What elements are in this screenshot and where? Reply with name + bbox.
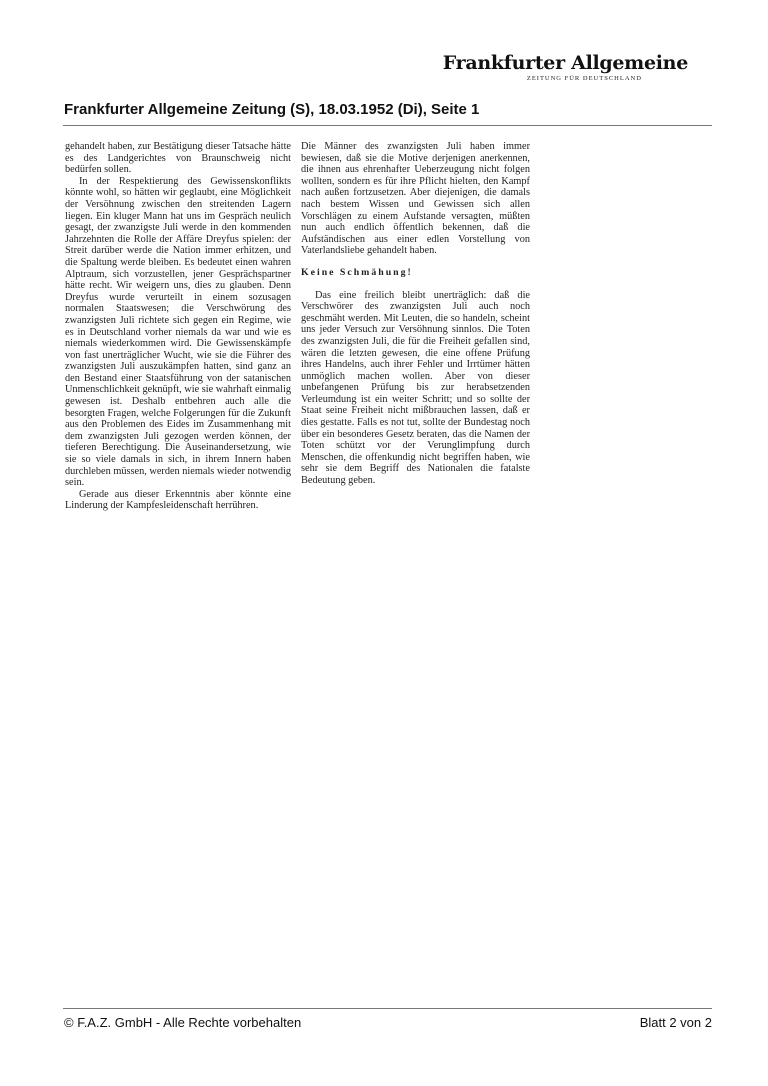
header-divider (63, 125, 712, 126)
page-indicator: Blatt 2 von 2 (639, 1015, 712, 1030)
article-paragraph: In der Respektierung des Gewissenskonflikts könnte wohl, so hätten wir geglaubt, eine Möglichkeit der Versöhnung zwischen den streitenden Lagern liegen. Ein kluger Mann hat uns im Gespräch neulich gesagt, der zwanzigste Juli werde in den kommenden Jahrzehnten die Rolle der Affäre Dreyfus spielen: der Streit darüber werde die Nation immer erhitzen, und die Spaltung werde bleiben. Es bedeutet einen wahren Alptraum, sich vorzustellen, jener Gesprächspartner hätte recht. Wir weigern uns, dies zu glauben. Denn Dreyfus wurde verurteilt in einem sozusagen normalen Staatswesen; die Verschwörung des zwanzigsten Juli richtete sich gegen ein Regime, wie es in Deutschland vorher niemals da war und wie es niemals wiederkommen wird. Die Gewissenskämpfe von fast unerträglicher Wucht, wie sie die Führer des zwanzigsten Juli auszukämpfen hatten, sind ganz an den Bestand einer Staatsführung von der satanischen Unmenschlichkeit geknüpft, wie sie wahrhaft einmalig gewesen ist. Deshalb entbehren auch alle die besorgten Fragen, welche Folgerungen für die Zukunft aus den Problemen des Eides im Zusammenhang mit dem zwanzigsten Juli gezogen werden können, der tieferen Berechtigung. Die Auseinandersetzung, wie sie so viele damals in sich, in ihrem Innern haben durchleben müssen, werden niemals wieder notwendig sein. (65, 175, 291, 489)
article-subheading: Keine Schmähung! (301, 266, 413, 278)
copyright-notice: © F.A.Z. GmbH - Alle Rechte vorbehalten (64, 1015, 302, 1030)
article-paragraph: Die Männer des zwanzigsten Juli haben immer bewiesen, daß sie die Motive derjenigen anerkennen, die ihnen aus ehrenhafter Ueberzeugung nicht folgen wollten, sondern es für ihre Pflicht hielten, den Kampf nach außen fortzusetzen. Aber diejenigen, die damals nach bestem Wissen und Gewissen sich allen Vorschlägen zu einem Aufstande versagten, müßten nun auch endlich öffentlich bekennen, daß die Aufständischen aus einer edlen Vorstellung von Vaterlandsliebe gehandelt haben. (301, 141, 530, 257)
article-paragraph: Das eine freilich bleibt unerträglich: daß die Verschwörer des zwanzigsten Juli auch noch geschmäht werden. Mit Leuten, die so handeln, scheint uns jeder Versuch zur Versöhnung sinnlos. Die Toten des zwanzigsten Juli, die für die Freiheit gefallen sind, wären die letzten gewesen, die eine offene Prüfung ihres Handelns, auch ihrer Fehler und Irrtümer hätten unmöglich machen wollen. Aber von dieser unbefangenen Prüfung bis zur herabsetzenden Verleumdung ist ein weiter Schritt; und so sollte der Staat seine Freiheit nicht mißbrauchen lassen, daß er dies gestatte. Falls es not tut, sollte der Bundestag noch über ein besonderes Gesetz beraten, das die Namen der Toten schützt vor der Verunglimpfung durch Menschen, die offenkundig nicht begriffen haben, wie sehr sie dem Begriff des Nationalen die fatalste Bedeutung geben. (301, 289, 530, 487)
article-column-left (65, 141, 291, 512)
logo-subtitle: ZEITUNG FÜR DEUTSCHLAND (526, 75, 642, 82)
page-title: Frankfurter Allgemeine Zeitung (S), 18.03.1952 (Di), Seite 1 (64, 101, 480, 118)
footer-divider (63, 1008, 712, 1009)
article-column-right (301, 141, 530, 487)
article-paragraph: gehandelt haben, zur Bestätigung dieser Tatsache hätte es des Landgerichtes von Braunschweig nicht bedürfen sollen. (65, 141, 291, 176)
logo-name: Frankfurter Allgemeine (442, 52, 688, 74)
newspaper-logo (443, 52, 688, 82)
article-paragraph: Gerade aus dieser Erkenntnis aber könnte eine Linderung der Kampfesleidenschaft herrühren. (65, 488, 291, 512)
